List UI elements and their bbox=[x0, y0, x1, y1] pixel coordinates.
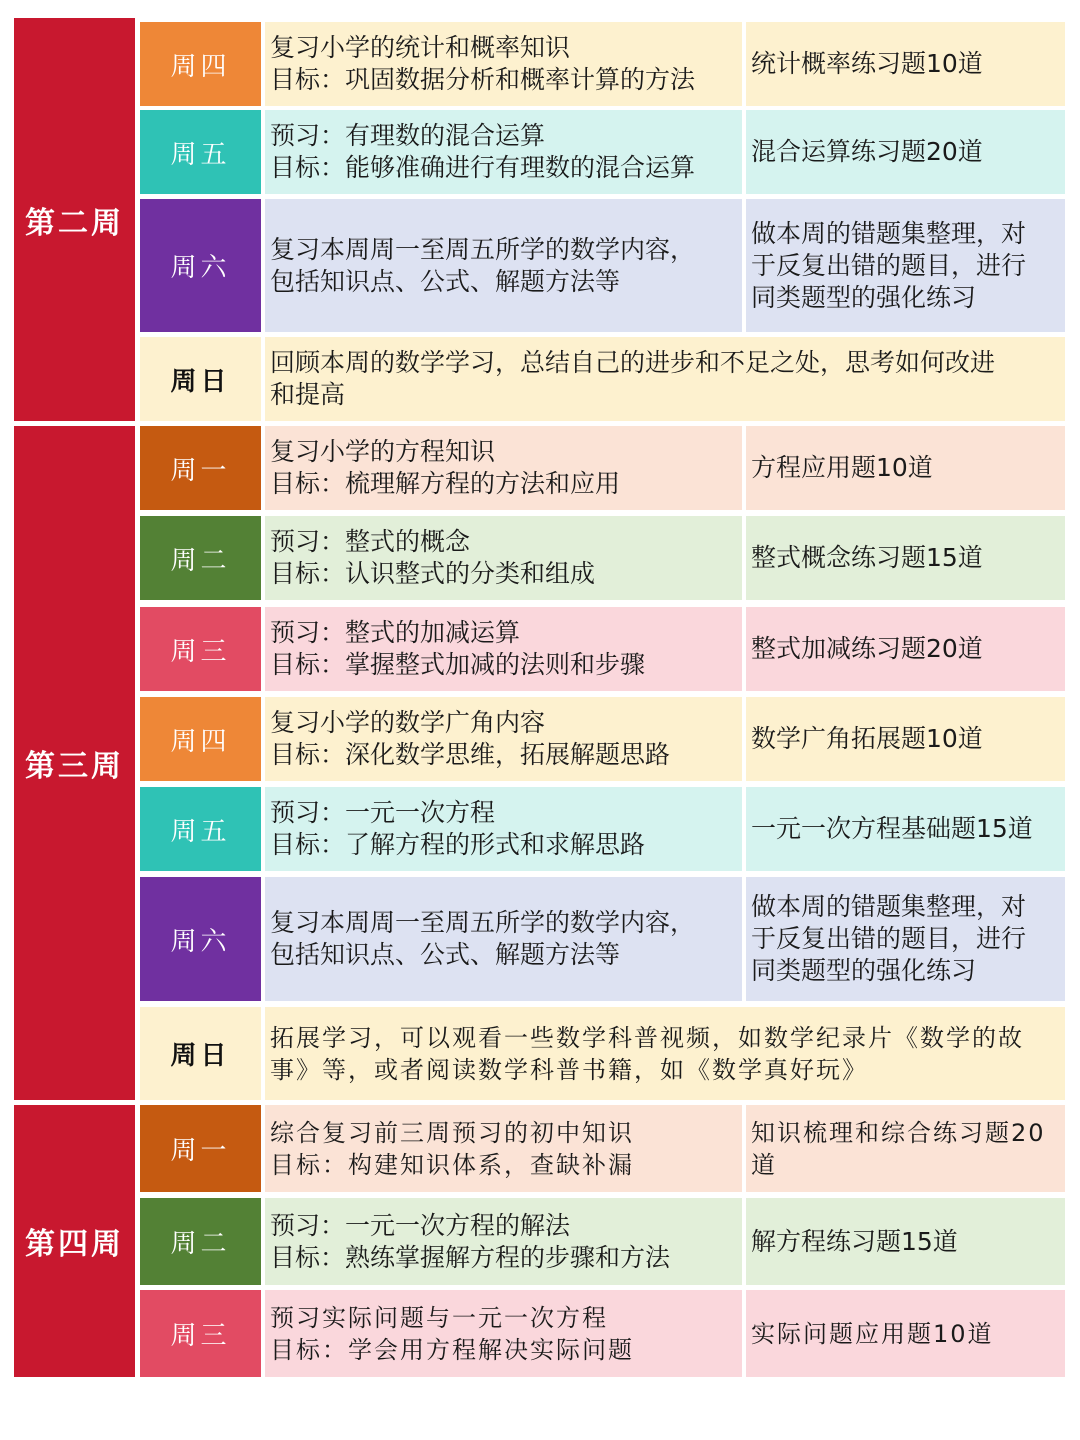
content-cell bbox=[265, 516, 742, 600]
day-label: 周二 bbox=[140, 516, 261, 600]
day-label: 周六 bbox=[140, 199, 261, 332]
content-line: 目标：构建知识体系，查缺补漏 bbox=[270, 1150, 634, 1179]
content-line: 包括知识点、公式、解题方法等 bbox=[270, 266, 621, 296]
content-line: 预习：一元一次方程的解法 bbox=[270, 1210, 571, 1240]
day-label: 周三 bbox=[140, 1290, 261, 1377]
day-label: 周六 bbox=[140, 877, 261, 1001]
task-cell bbox=[746, 22, 1065, 106]
content-line: 复习小学的方程知识 bbox=[270, 437, 496, 466]
content-line: 包括知识点、公式、解题方法等 bbox=[270, 940, 621, 969]
task-line: 知识梳理和综合练习题20 bbox=[751, 1118, 1046, 1147]
content-cell bbox=[265, 1290, 742, 1377]
content-line: 复习本周周一至周五所学的数学内容， bbox=[270, 908, 696, 937]
content-line: 目标：掌握整式加减的法则和步骤 bbox=[270, 650, 646, 679]
content-cell bbox=[265, 607, 742, 691]
content-cell bbox=[265, 22, 742, 106]
day-label: 周一 bbox=[140, 426, 261, 510]
task-cell bbox=[746, 199, 1065, 332]
day-label: 周日 bbox=[140, 337, 261, 421]
day-label: 周一 bbox=[140, 1105, 261, 1192]
task-line: 于反复出错的题目，进行 bbox=[751, 924, 1027, 953]
task-cell bbox=[746, 787, 1065, 871]
content-cell bbox=[265, 1007, 1065, 1100]
task-line: 方程应用题10道 bbox=[751, 453, 933, 482]
task-line: 整式加减练习题20道 bbox=[751, 634, 983, 663]
content-cell bbox=[265, 426, 742, 510]
content-line: 综合复习前三周预习的初中知识 bbox=[270, 1118, 634, 1147]
week-label: 第四周 bbox=[14, 1105, 135, 1377]
week-label: 第三周 bbox=[14, 426, 135, 1100]
task-line: 统计概率练习题10道 bbox=[751, 49, 983, 78]
content-line: 回顾本周的数学学习，总结自己的进步和不足之处，思考如何改进 bbox=[270, 348, 996, 377]
content-cell bbox=[265, 337, 1065, 421]
content-line: 事》等，或者阅读数学科普书籍，如《数学真好玩》 bbox=[270, 1055, 868, 1084]
task-line: 一元一次方程基础题15道 bbox=[751, 814, 1033, 843]
task-line: 做本周的错题集整理，对 bbox=[751, 892, 1027, 921]
content-line: 目标：了解方程的形式和求解思路 bbox=[270, 830, 646, 859]
day-label: 周五 bbox=[140, 787, 261, 871]
task-line: 实际问题应用题10道 bbox=[751, 1319, 994, 1348]
day-label: 周五 bbox=[140, 110, 261, 194]
day-label: 周三 bbox=[140, 607, 261, 691]
task-cell bbox=[746, 1290, 1065, 1377]
content-line: 目标：巩固数据分析和概率计算的方法 bbox=[270, 65, 696, 94]
task-line: 混合运算练习题20道 bbox=[751, 137, 983, 166]
task-cell bbox=[746, 607, 1065, 691]
task-line: 于反复出错的题目，进行 bbox=[751, 250, 1027, 280]
task-line: 数学广角拓展题10道 bbox=[751, 724, 983, 753]
content-cell bbox=[265, 1198, 742, 1285]
task-line: 整式概念练习题15道 bbox=[751, 543, 983, 572]
content-line: 预习：整式的概念 bbox=[270, 527, 471, 556]
content-line: 预习实际问题与一元一次方程 bbox=[270, 1303, 608, 1332]
day-label: 周日 bbox=[140, 1007, 261, 1100]
content-line: 拓展学习，可以观看一些数学科普视频，如数学纪录片《数学的故 bbox=[270, 1023, 1024, 1052]
content-line: 和提高 bbox=[270, 380, 346, 409]
task-line: 解方程练习题15道 bbox=[751, 1226, 958, 1256]
content-line: 目标：深化数学思维，拓展解题思路 bbox=[270, 740, 671, 769]
content-line: 复习小学的数学广角内容 bbox=[270, 708, 546, 737]
day-label: 周四 bbox=[140, 22, 261, 106]
task-cell bbox=[746, 1105, 1065, 1192]
content-line: 复习小学的统计和概率知识 bbox=[270, 33, 571, 62]
task-cell bbox=[746, 110, 1065, 194]
week-label: 第二周 bbox=[14, 18, 135, 421]
content-line: 预习：一元一次方程 bbox=[270, 798, 496, 827]
task-cell bbox=[746, 697, 1065, 781]
task-cell bbox=[746, 1198, 1065, 1285]
content-line: 复习本周周一至周五所学的数学内容， bbox=[270, 234, 696, 264]
content-line: 目标：熟练掌握解方程的步骤和方法 bbox=[270, 1242, 671, 1272]
content-line: 目标：梳理解方程的方法和应用 bbox=[270, 469, 621, 498]
content-line: 目标：学会用方程解决实际问题 bbox=[270, 1335, 634, 1364]
task-line: 做本周的错题集整理，对 bbox=[751, 218, 1027, 248]
day-label: 周二 bbox=[140, 1198, 261, 1285]
content-line: 预习：整式的加减运算 bbox=[270, 618, 521, 647]
content-cell bbox=[265, 697, 742, 781]
content-cell bbox=[265, 199, 742, 332]
task-line: 同类题型的强化练习 bbox=[751, 956, 977, 985]
task-line: 同类题型的强化练习 bbox=[751, 282, 977, 312]
content-cell bbox=[265, 787, 742, 871]
task-line: 道 bbox=[751, 1150, 777, 1179]
content-cell bbox=[265, 1105, 742, 1192]
task-cell bbox=[746, 516, 1065, 600]
content-line: 目标：认识整式的分类和组成 bbox=[270, 559, 596, 588]
content-cell bbox=[265, 110, 742, 194]
content-line: 目标：能够准确进行有理数的混合运算 bbox=[270, 153, 696, 182]
content-cell bbox=[265, 877, 742, 1001]
task-cell bbox=[746, 877, 1065, 1001]
content-line: 预习：有理数的混合运算 bbox=[270, 121, 546, 150]
task-cell bbox=[746, 426, 1065, 510]
day-label: 周四 bbox=[140, 697, 261, 781]
